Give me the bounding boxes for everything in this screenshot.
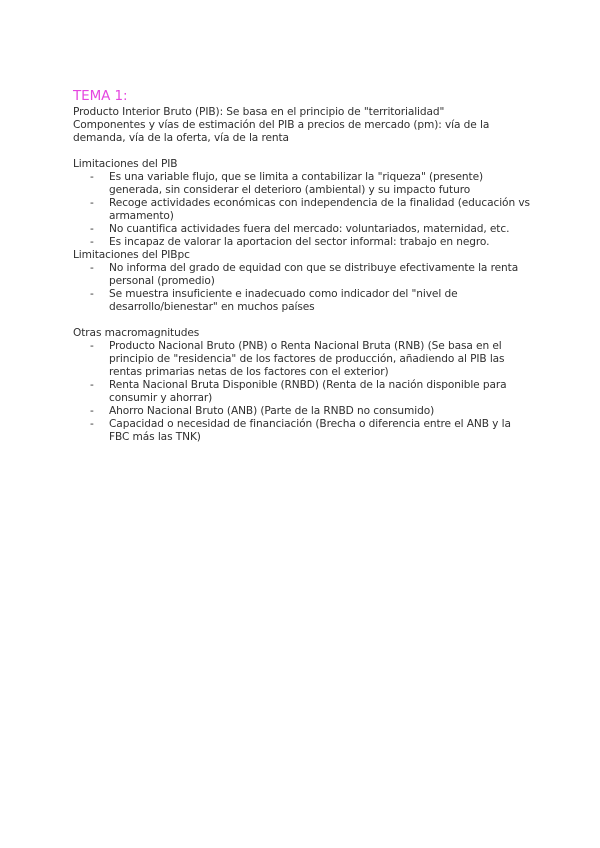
list-item: - Se muestra insuficiente e inadecuado como indicador del "nivel de desarrollo/bienestar" en muchos países <box>73 288 533 314</box>
list-item: - Producto Nacional Bruto (PNB) o Renta Nacional Bruta (RNB) (Se basa en el principio de "residencia" de los factores de producción, añadiendo al PIB las rentas primarias netas de los factores con el exterior) <box>73 340 533 379</box>
spacer <box>73 314 533 327</box>
spacer <box>73 145 533 158</box>
list-item: - Es una variable flujo, que se limita a contabilizar la "riqueza" (presente) generada, sin considerar el deterioro (ambiental) y su impacto futuro <box>73 171 533 197</box>
limitaciones-pib-list <box>73 171 533 249</box>
list-item: - No cuantifica actividades fuera del mercado: voluntariados, maternidad, etc. <box>73 223 533 236</box>
list-item: - Capacidad o necesidad de financiación (Brecha o diferencia entre el ANB y la FBC más las TNK) <box>73 418 533 444</box>
section-title: TEMA 1: <box>73 88 128 104</box>
limitaciones-pib-heading: Limitaciones del PIB <box>73 158 178 170</box>
document-page <box>73 88 533 444</box>
otras-macromagnitudes-heading: Otras macromagnitudes <box>73 327 200 339</box>
intro-pib-components: Componentes y vías de estimación del PIB a precios de mercado (pm): vía de la demanda, vía de la oferta, vía de la renta <box>73 119 490 144</box>
limitaciones-pibpc-list <box>73 262 533 314</box>
list-item: - Es incapaz de valorar la aportacion del sector informal: trabajo en negro. <box>73 236 533 249</box>
list-item: - Ahorro Nacional Bruto (ANB) (Parte de la RNBD no consumido) <box>73 405 533 418</box>
intro-pib-definition: Producto Interior Bruto (PIB): Se basa en el principio de "territorialidad" <box>73 106 445 118</box>
list-item: - Renta Nacional Bruta Disponible (RNBD) (Renta de la nación disponible para consumir y ahorrar) <box>73 379 533 405</box>
list-item: - No informa del grado de equidad con que se distribuye efectivamente la renta personal (promedio) <box>73 262 533 288</box>
limitaciones-pibpc-heading: Limitaciones del PIBpc <box>73 249 190 261</box>
list-item: - Recoge actividades económicas con independencia de la finalidad (educación vs armamento) <box>73 197 533 223</box>
otras-macromagnitudes-list <box>73 340 533 444</box>
